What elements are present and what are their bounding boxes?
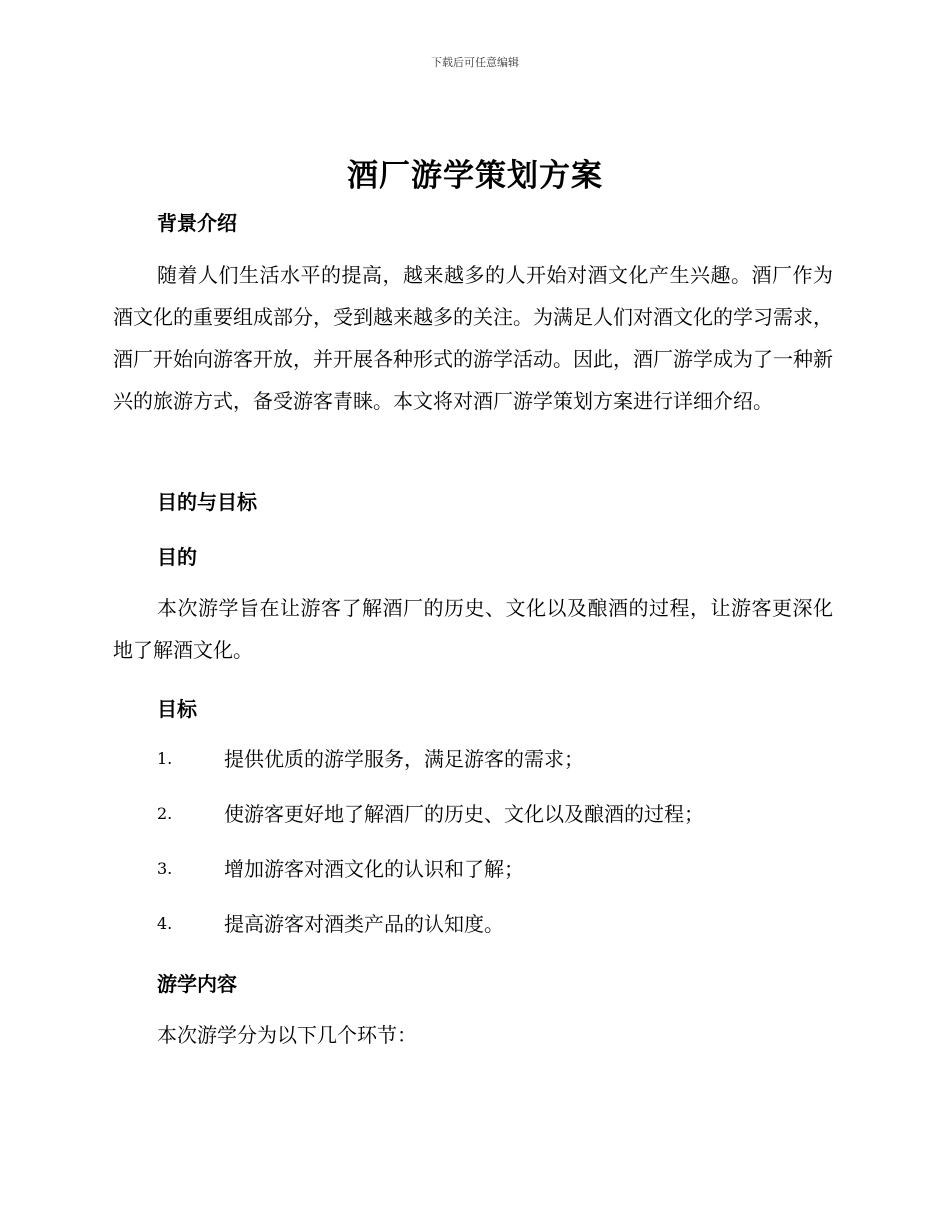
section-heading-background: 背景介绍	[157, 211, 237, 235]
content-intro: 本次游学分为以下几个环节：	[157, 1023, 417, 1047]
list-item-number: 3.	[157, 859, 173, 878]
list-item-text: 增加游客对酒文化的认识和了解；	[224, 857, 524, 881]
purpose-paragraph: 本次游学旨在让游客了解酒厂的历史、文化以及酿酒的过程，让游客更深化地了解酒文化。	[113, 596, 833, 662]
section-heading-purpose: 目的	[157, 545, 197, 569]
list-item-number: 1.	[157, 749, 173, 768]
header-note: 下载后可任意编辑	[431, 56, 519, 69]
list-item-text: 提供优质的游学服务，满足游客的需求；	[224, 747, 584, 771]
list-item-text: 使游客更好地了解酒厂的历史、文化以及酿酒的过程；	[224, 802, 704, 826]
section-heading-goals: 目标	[157, 697, 197, 721]
list-item-number: 2.	[157, 804, 173, 823]
list-item-number: 4.	[157, 914, 173, 933]
section-heading-content: 游学内容	[157, 972, 237, 996]
background-paragraph: 随着人们生活水平的提高，越来越多的人开始对酒文化产生兴趣。酒厂作为酒文化的重要组成部分，受到越来越多的关注。为满足人们对酒文化的学习需求，酒厂开始向游客开放，并开展各种形式的游学活动。因此，酒厂游学成为了一种新兴的旅游方式，备受游客青睐。本文将对酒厂游学策划方案进行详细介绍。	[113, 263, 833, 413]
document-title: 酒厂游学策划方案	[347, 158, 603, 194]
section-heading-purpose-goals: 目的与目标	[157, 490, 257, 514]
list-item-text: 提高游客对酒类产品的认知度。	[224, 912, 504, 936]
